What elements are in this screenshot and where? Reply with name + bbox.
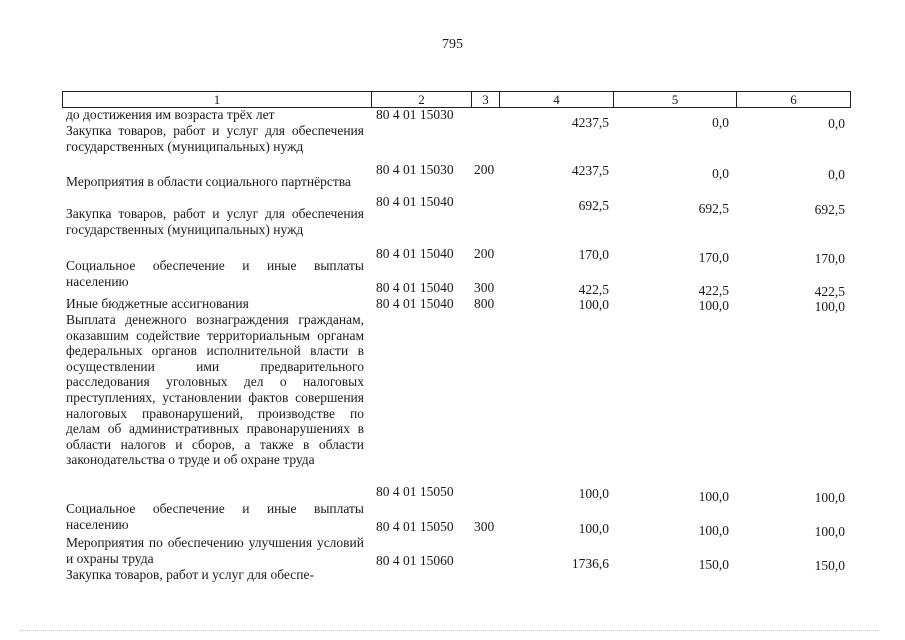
row-value-col6: 100,0 bbox=[814, 490, 845, 505]
row-code: 80 4 01 15050 bbox=[376, 519, 454, 534]
row-description: Иные бюджетные ассигнования bbox=[66, 296, 249, 311]
row-description: Закупка товаров, работ и услуг для обеспечения государственных (муниципальных) нужд bbox=[66, 206, 364, 237]
scan-artifact-line bbox=[20, 630, 880, 632]
row-kind: 200 bbox=[474, 162, 495, 177]
header-col-1: 1 bbox=[63, 92, 372, 107]
row-kind: 300 bbox=[474, 519, 495, 534]
row-value-col4: 170,0 bbox=[578, 247, 609, 262]
row-description: Мероприятия в области социального партнёрства bbox=[66, 174, 351, 189]
row-code: 80 4 01 15030 bbox=[376, 107, 454, 122]
row-value-col4: 100,0 bbox=[578, 486, 609, 501]
header-col-4: 4 bbox=[500, 92, 614, 107]
header-col-2: 2 bbox=[372, 92, 472, 107]
header-col-3: 3 bbox=[472, 92, 500, 107]
row-code: 80 4 01 15030 bbox=[376, 162, 454, 177]
row-value-col6: 0,0 bbox=[828, 167, 845, 182]
row-value-col6: 422,5 bbox=[814, 284, 845, 299]
row-value-col5: 100,0 bbox=[698, 523, 729, 538]
row-value-col6: 170,0 bbox=[814, 251, 845, 266]
row-value-col6: 150,0 bbox=[814, 558, 845, 573]
header-col-6: 6 bbox=[790, 92, 797, 107]
row-value-col4: 692,5 bbox=[578, 198, 609, 213]
row-description: Закупка товаров, работ и услуг для обеспе- bbox=[66, 567, 314, 582]
row-value-col4: 1736,6 bbox=[571, 556, 609, 571]
page-number: 795 bbox=[442, 37, 463, 52]
row-description: Закупка товаров, работ и услуг для обеспечения государственных (муниципальных) нужд bbox=[66, 123, 364, 154]
row-value-col4: 422,5 bbox=[578, 282, 609, 297]
row-code: 80 4 01 15040 bbox=[376, 296, 454, 311]
row-value-col5: 100,0 bbox=[698, 298, 729, 313]
row-code: 80 4 01 15040 bbox=[376, 246, 454, 261]
row-description: Социальное обеспечение и иные выплаты населению bbox=[66, 258, 364, 289]
row-value-col4: 100,0 bbox=[578, 521, 609, 536]
row-value-col4: 4237,5 bbox=[571, 163, 609, 178]
row-description: Социальное обеспечение и иные выплаты населению bbox=[66, 501, 364, 532]
row-value-col4: 4237,5 bbox=[571, 115, 609, 130]
row-value-col5: 0,0 bbox=[712, 115, 729, 130]
row-value-col5: 100,0 bbox=[698, 489, 729, 504]
table-header bbox=[62, 91, 851, 108]
row-value-col5: 150,0 bbox=[698, 557, 729, 572]
row-value-col6: 100,0 bbox=[814, 524, 845, 539]
header-col-5: 5 bbox=[614, 92, 737, 107]
row-description: Выплата денежного вознаграждения гражданам, оказавшим содействие территориальным органам федеральных органов исполнительной власти в осуществлении ими предварительного расследования уголовных дел о налоговых преступлениях, установлении фактов совершения налоговых правонарушений, производстве по делам об административных правонарушениях в области налогов и сборов, а также в области законодательства о труде и об охране труда bbox=[66, 312, 364, 468]
row-value-col6: 0,0 bbox=[828, 116, 845, 131]
row-value-col5: 692,5 bbox=[698, 201, 729, 216]
row-description: до достижения им возраста трёх лет bbox=[66, 107, 275, 122]
row-code: 80 4 01 15040 bbox=[376, 280, 454, 295]
row-description: Мероприятия по обеспечению улучшения условий и охраны труда bbox=[66, 535, 364, 566]
row-kind: 800 bbox=[474, 296, 495, 311]
row-value-col5: 170,0 bbox=[698, 250, 729, 265]
row-value-col6: 100,0 bbox=[814, 299, 845, 314]
row-code: 80 4 01 15060 bbox=[376, 553, 454, 568]
row-kind: 300 bbox=[474, 280, 495, 295]
row-value-col6: 692,5 bbox=[814, 202, 845, 217]
row-kind: 200 bbox=[474, 246, 495, 261]
row-value-col5: 0,0 bbox=[712, 166, 729, 181]
row-code: 80 4 01 15050 bbox=[376, 484, 454, 499]
row-code: 80 4 01 15040 bbox=[376, 194, 454, 209]
row-value-col5: 422,5 bbox=[698, 283, 729, 298]
row-value-col4: 100,0 bbox=[578, 297, 609, 312]
